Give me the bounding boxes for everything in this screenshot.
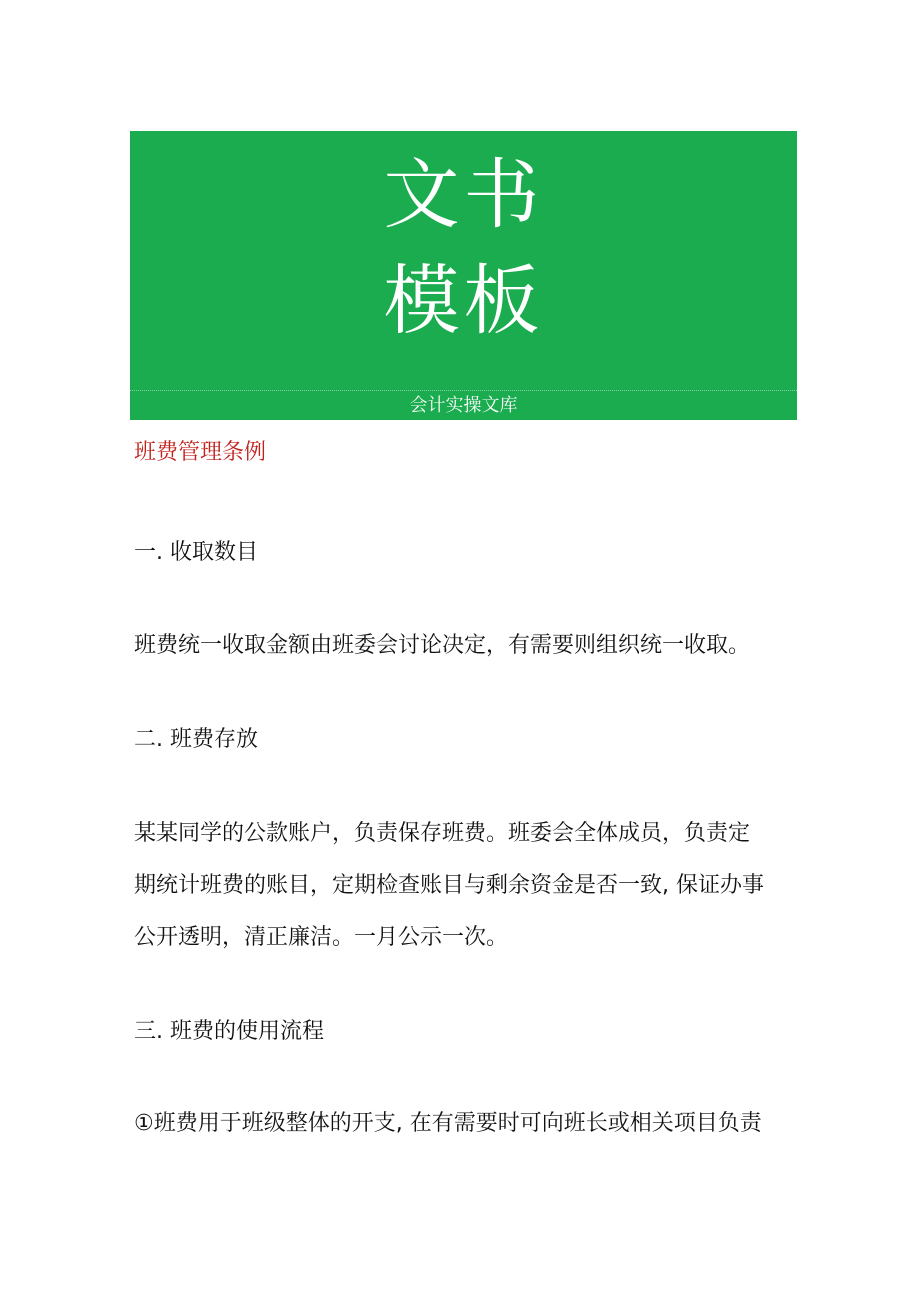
section-heading-3: 三. 班费的使用流程 — [134, 1019, 324, 1044]
cover-title-line2: 模板 — [383, 256, 544, 345]
section-body-2-line-3: 公开透明，清正廉洁。一月公示一次。 — [134, 925, 509, 950]
section-body-2-line-1: 某某同学的公款账户，负责保存班费。班委会全体成员，负责定 — [134, 821, 751, 846]
section-body-3: ①班费用于班级整体的开支, 在有需要时可向班长或相关项目负责 — [134, 1111, 762, 1136]
document-title: 班费管理条例 — [134, 440, 267, 465]
cover-subtitle: 会计实操文库 — [409, 395, 518, 416]
cover-title-line1: 文书 — [383, 150, 544, 239]
section-body-1: 班费统一收取金额由班委会讨论决定，有需要则组织统一收取。 — [134, 633, 751, 658]
section-heading-1: 一. 收取数目 — [134, 540, 258, 565]
cover-divider — [130, 390, 797, 391]
section-body-2-line-2: 期统计班费的账目，定期检查账目与剩余资金是否一致, 保证办事 — [134, 873, 764, 898]
section-body-2 — [134, 808, 800, 964]
section-heading-2: 二. 班费存放 — [134, 727, 258, 752]
